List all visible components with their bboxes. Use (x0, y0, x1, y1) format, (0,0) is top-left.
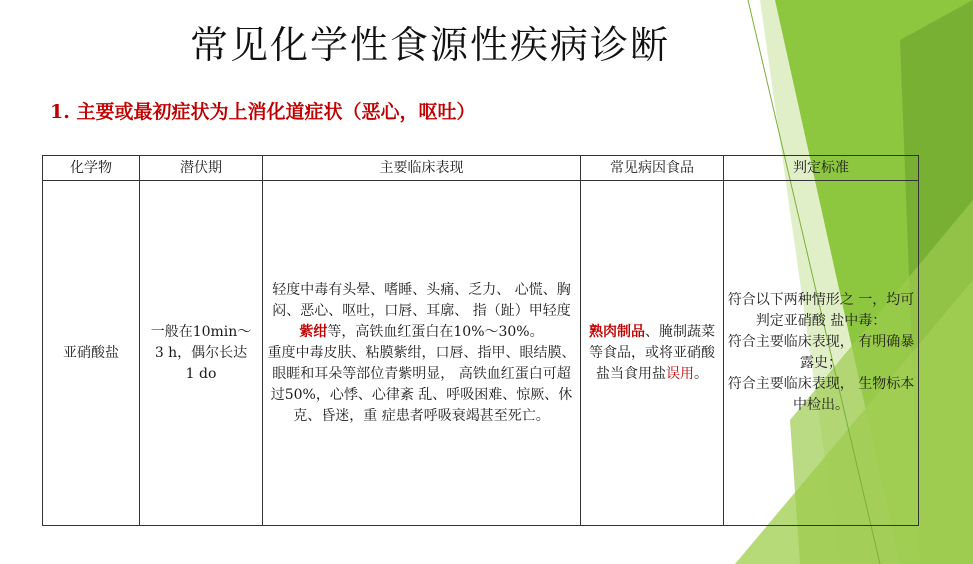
criteria-line-3: 符合主要临床表现， 生物标本中检出。 (727, 376, 915, 413)
symptoms-mild (266, 280, 577, 343)
symptoms-mild-highlight: 紫绀 (299, 323, 328, 340)
cell-chemical (43, 181, 140, 526)
header-criteria: 判定标准 (724, 156, 919, 181)
diagnosis-table (42, 155, 919, 526)
section-number: 1. (50, 101, 70, 123)
criteria-line-2: 符合主要临床表现， 有明确暴露史； (727, 334, 915, 371)
food-mid: 、腌制蔬菜等食品，或将亚硝酸盐当食用盐 (589, 323, 715, 382)
cell-food (581, 181, 724, 526)
table-header-row (43, 156, 919, 181)
header-symptoms: 主要临床表现 (263, 156, 581, 181)
page-title: 常见化学性食源性疾病诊断 (189, 23, 670, 67)
food-text (584, 322, 720, 385)
latency-line-1: 一般在10min～ (150, 323, 252, 340)
table-row (43, 181, 919, 526)
food-highlight: 熟肉制品 (589, 323, 645, 340)
cell-criteria (724, 181, 919, 526)
header-chemical: 化学物 (43, 156, 140, 181)
symptoms-severe: 重度中毒皮肤、粘膜紫绀，口唇、指甲、眼结膜、眼睚和耳朵等部位青紫明显， 高铁血红蛋白可超过50%，心悸、心律紊 乱、呼吸困难、惊厥、休克、昏迷，重 症患者呼吸衰竭甚至死亡。 (267, 344, 576, 424)
criteria-line-1: 符合以下两种情形之 一，均可判定亚硝酸 盐中毒： (727, 292, 915, 329)
symptoms-mild-a: 轻度中毒有头晕、嗜睡、头痛、乏力、 心慌、胸闷、恶心、呕吐，口唇、耳廓、 指（趾）甲轻度 (272, 281, 571, 319)
symptoms-mild-b: 等，高铁血红蛋白在10%～30%。 (327, 323, 544, 340)
chemical-name: 亚硝酸盐 (63, 344, 119, 361)
food-end: 。 (694, 365, 708, 382)
latency-line-3: 1 do (185, 365, 217, 382)
food-highlight-2: 误用 (666, 365, 694, 382)
section-heading (50, 97, 475, 124)
header-food: 常见病因食品 (581, 156, 724, 181)
cell-symptoms (263, 181, 581, 526)
section-heading-text: 主要或最初症状为上消化道症状（恶心，呕吐） (76, 101, 476, 123)
latency-line-2: 3 h，偶尔长达 (154, 344, 248, 361)
cell-latency (140, 181, 263, 526)
header-latency: 潜伏期 (140, 156, 263, 181)
